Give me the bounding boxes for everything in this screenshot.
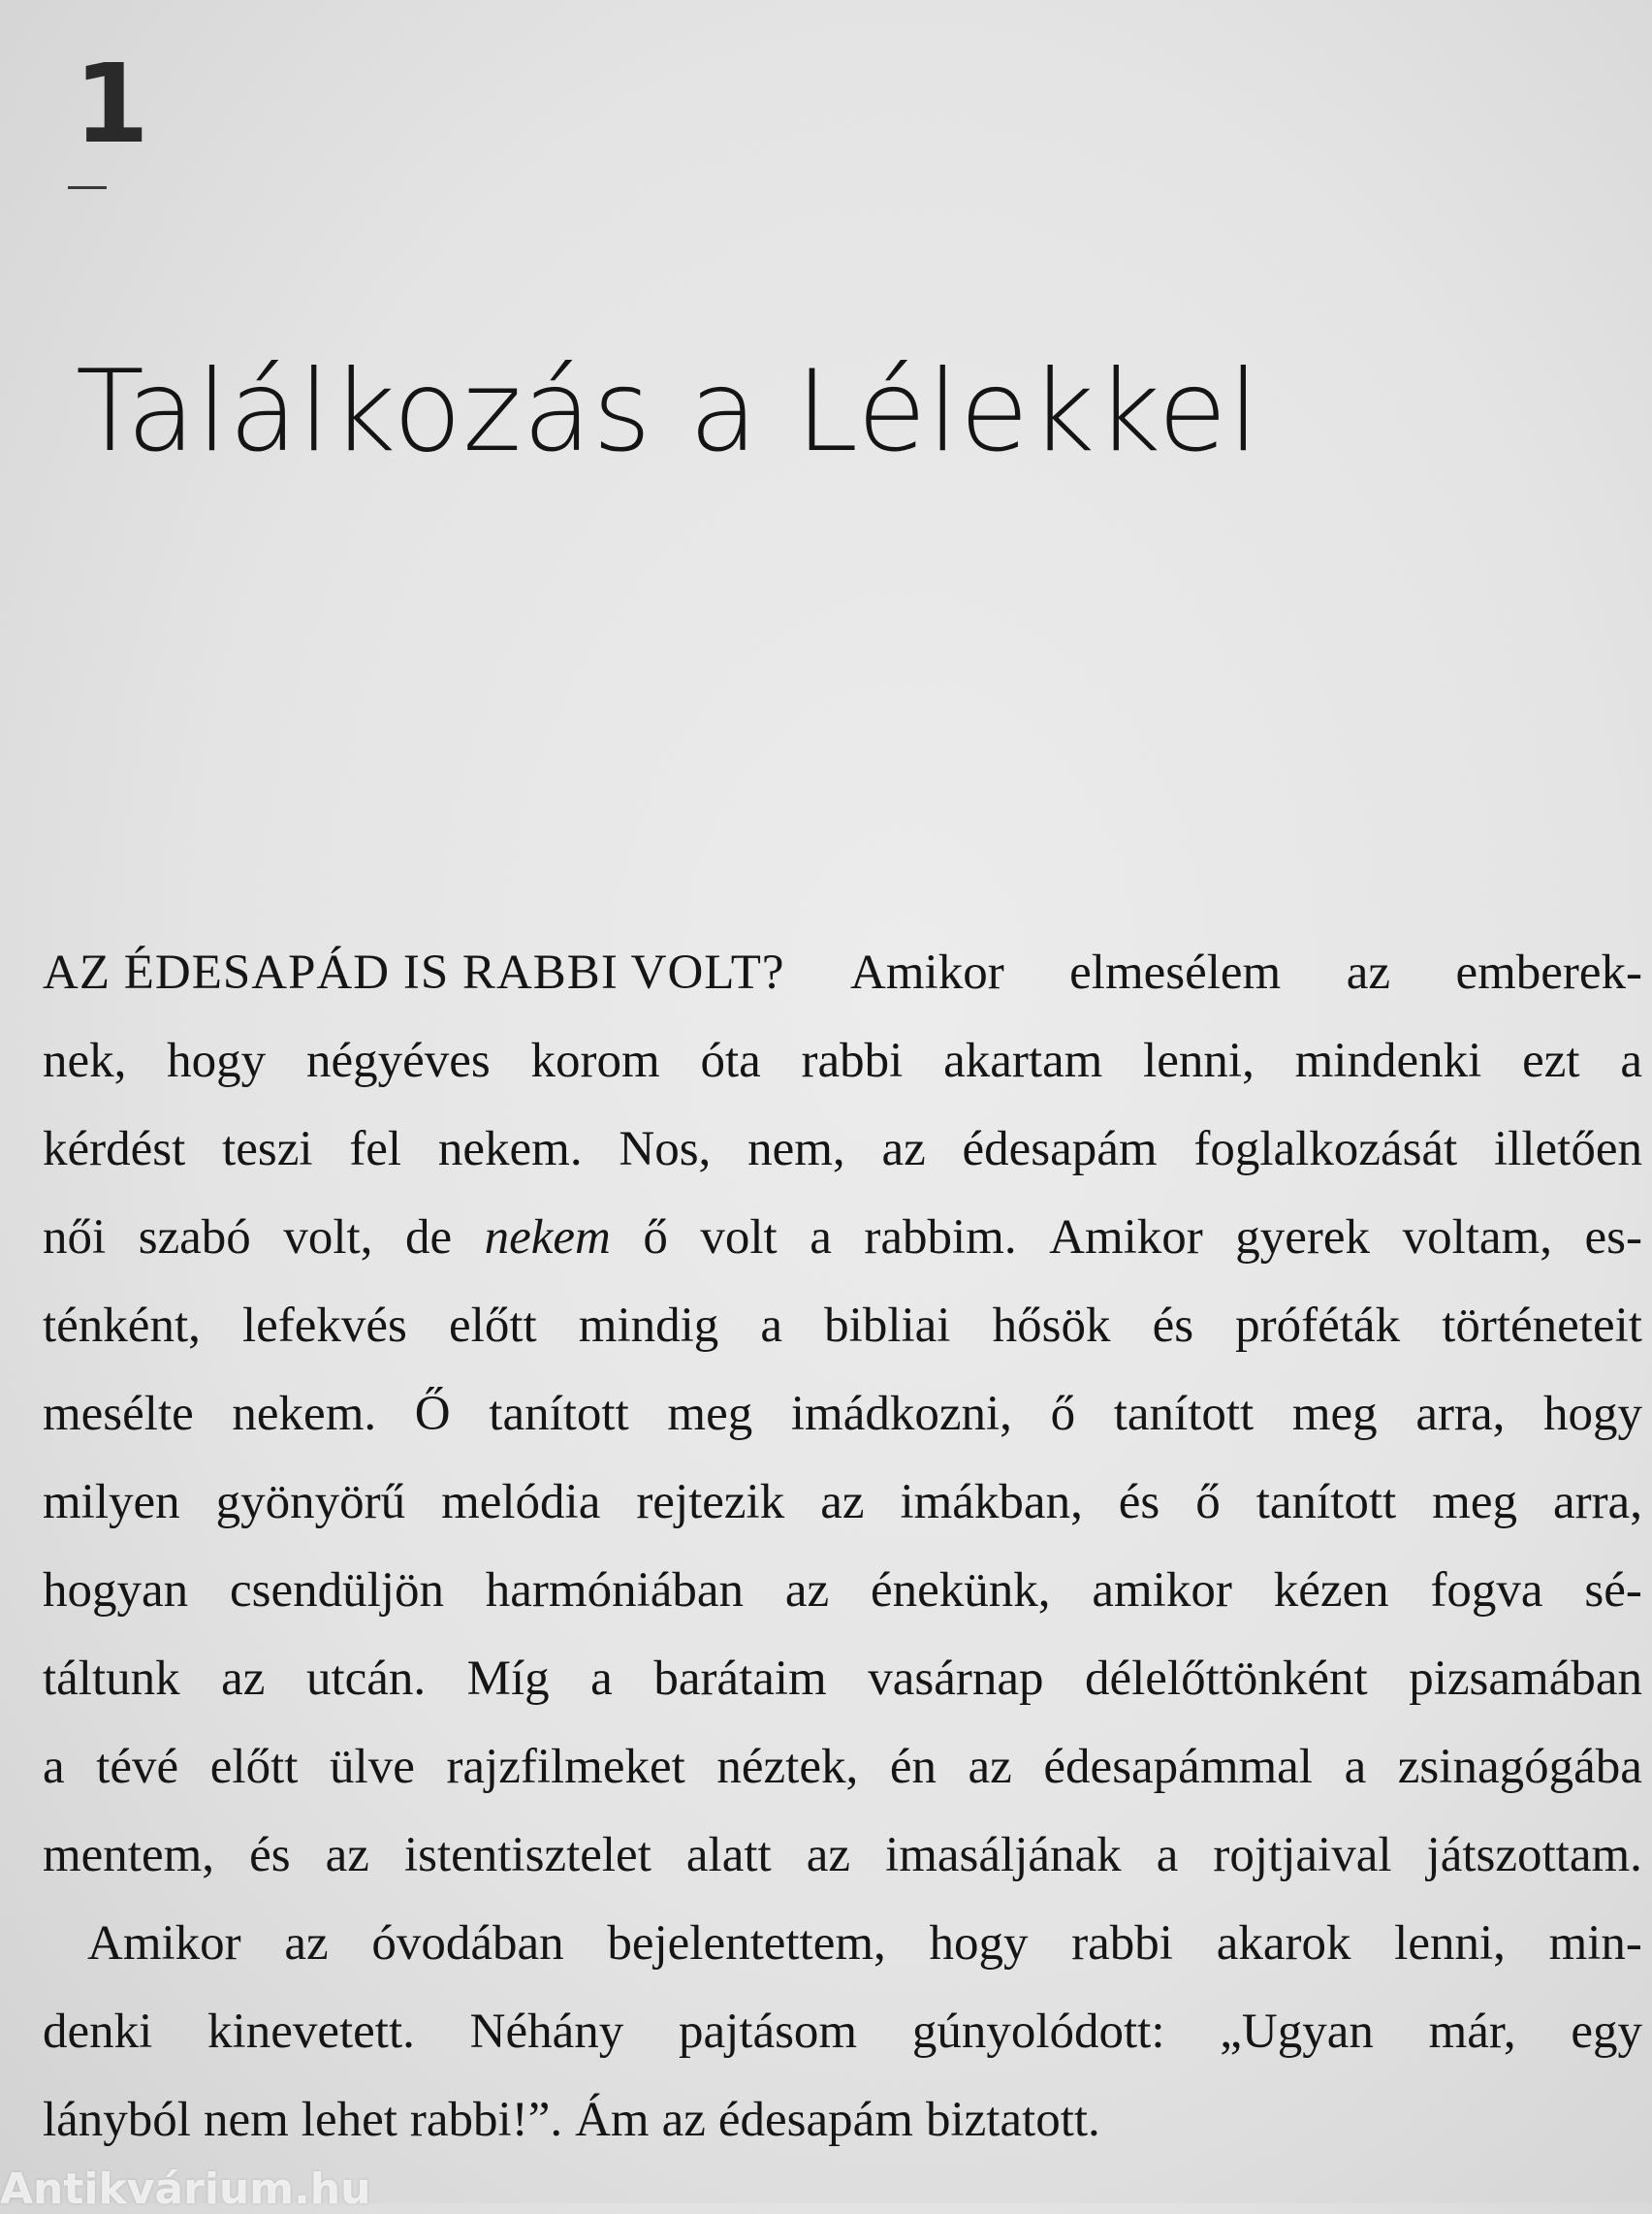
text-line: nek, hogy négyéves korom óta rabbi akartam lenni, mindenki ezt a (43, 1034, 1642, 1088)
chapter-number: 1 (74, 42, 149, 168)
text-line: ténként, lefekvés előtt mindig a bibliai hősök és próféták történeteit (43, 1299, 1642, 1353)
paragraph-start-line: Amikor az óvodában bejelentettem, hogy rabbi akarok lenni, min- (87, 1916, 1642, 1971)
text-line: hogyan csendüljön harmóniában az énekünk, amikor kézen fogva sé- (43, 1563, 1642, 1618)
body-text (43, 929, 1642, 2165)
text-line: mentem, és az istentisztelet alatt az imasáljának a rojtjaival játszottam. (43, 1828, 1642, 1882)
text-line: táltunk az utcán. Míg a barátaim vasárnap délelőttönként pizsamában (43, 1652, 1642, 1706)
text-line: denki kinevetett. Néhány pajtásom gúnyolódott: „Ugyan már, egy (43, 2005, 1642, 2059)
text-line: női szabó volt, de nekem ő volt a rabbim. Amikor gyerek voltam, es- (43, 1194, 1642, 1282)
text-line: mesélte nekem. Ő tanított meg imádkozni, ő tanított meg arra, hogy (43, 1387, 1642, 1441)
text-line: a tévé előtt ülve rajzfilmeket néztek, én az édesapámmal a zsinagógába (43, 1740, 1642, 1794)
text-line: AZ ÉDESAPÁD IS RABBI VOLT? Amikor elmesélem az emberek- (43, 929, 1642, 1017)
chapter-number-rule (68, 186, 107, 189)
site-watermark: Antikvárium.hu (0, 2165, 371, 2214)
text-line: lányból nem lehet rabbi!”. Ám az édesapám biztatott. (43, 2093, 1100, 2147)
text-line: milyen gyönyörű melódia rejtezik az imákban, és ő tanított meg arra, (43, 1475, 1642, 1529)
text-line: kérdést teszi fel nekem. Nos, nem, az édesapám foglalkozását illetően (43, 1122, 1642, 1176)
emphasized-word: nekem (484, 1210, 611, 1265)
chapter-title: Találkozás a Lélekkel (76, 346, 1260, 477)
lead-in-small-caps: AZ ÉDESAPÁD IS RABBI VOLT? (43, 946, 785, 1000)
